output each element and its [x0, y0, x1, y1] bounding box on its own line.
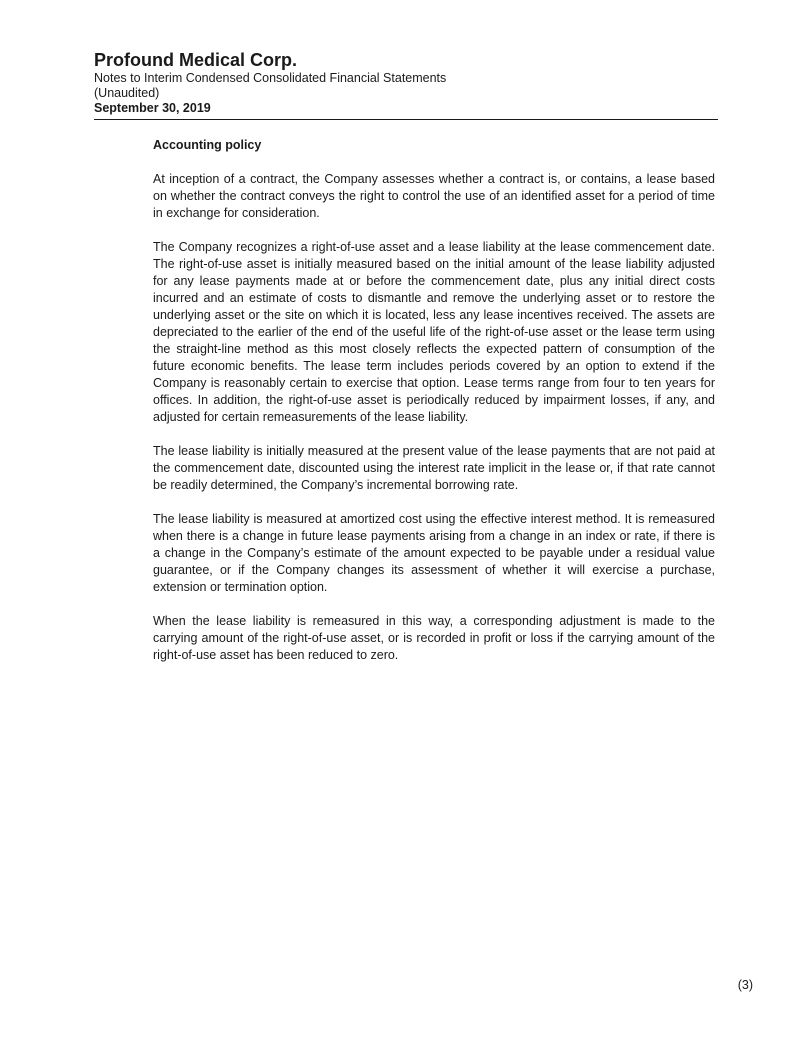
- document-header: [94, 50, 718, 116]
- paragraph-lease-identification: At inception of a contract, the Company assesses whether a contract is, or contains, a lease based on whether the contract conveys the right to control the use of an identified asset for a period of time in exchange for consideration.: [153, 172, 715, 220]
- company-name: Profound Medical Corp.: [94, 50, 298, 70]
- page-number: (3): [737, 978, 753, 992]
- paragraph-lease-liability-initial: The lease liability is initially measured at the present value of the lease payments that are not paid at the commencement date, discounted using the interest rate implicit in the lease or, if that rate cannot be readily determined, the Company’s incremental borrowing rate.: [153, 444, 715, 492]
- paragraph-lease-liability-remeasurement: The lease liability is measured at amortized cost using the effective interest method. It is remeasured when there is a change in future lease payments arising from a change in an index or rate, if there is a change in the Company’s estimate of the amount expected to be payable under a residual value guarantee, or if the Company changes its assessment of whether it will exercise a purchase, extension or termination option.: [153, 512, 715, 594]
- document-subtitle: Notes to Interim Condensed Consolidated Financial Statements: [94, 71, 447, 85]
- report-date: September 30, 2019: [94, 101, 211, 115]
- header-divider: [94, 119, 718, 120]
- section-heading: Accounting policy: [153, 138, 262, 152]
- paragraph-adjustment: When the lease liability is remeasured in this way, a corresponding adjustment is made to the carrying amount of the right-of-use asset, or is recorded in profit or loss if the carrying amount of the right-of-use asset has been reduced to zero.: [153, 614, 715, 662]
- paragraph-right-of-use-asset: The Company recognizes a right-of-use asset and a lease liability at the lease commencement date. The right-of-use asset is initially measured based on the initial amount of the lease liability adjusted for any lease payments made at or before the commencement date, plus any initial direct costs incurred and an estimate of costs to dismantle and remove the underlying asset or to restore the underlying asset or the site on which it is located, less any lease incentives received. The assets are depreciated to the earlier of the end of the useful life of the right-of-use asset or the lease term using the straight-line method as this most closely reflects the expected pattern of consumption of the future economic benefits. The lease term includes periods covered by an option to extend if the Company is reasonably certain to exercise that option. Lease terms range from four to ten years for offices. In addition, the right-of-use asset is periodically reduced by impairment losses, if any, and adjusted for certain remeasurements of the lease liability.: [153, 240, 715, 424]
- document-body: [153, 137, 715, 681]
- audit-status: (Unaudited): [94, 86, 160, 100]
